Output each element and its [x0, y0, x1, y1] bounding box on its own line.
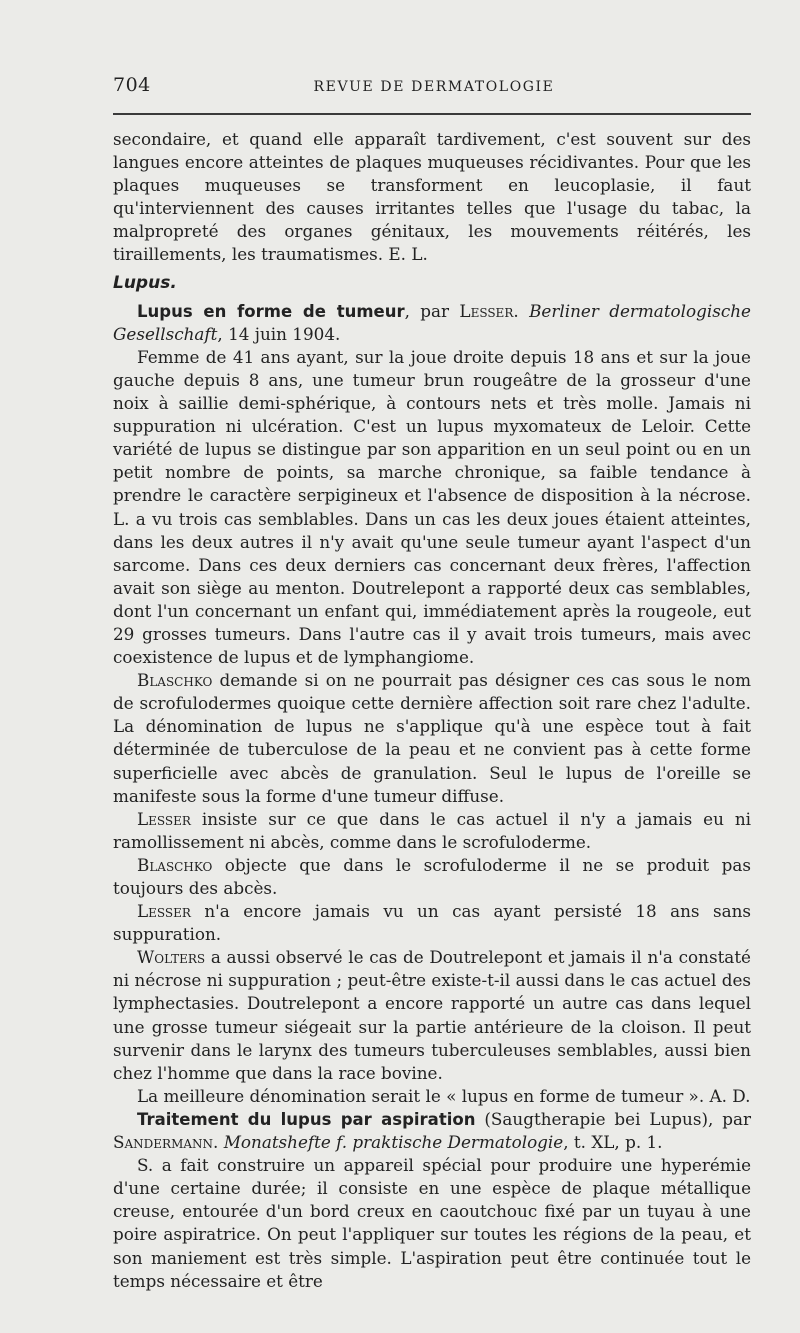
discussion-wolters: Wolters a aussi observé le cas de Doutrelepont et jamais il n'a constaté ni nécrose ni suppuration ; peut-être existe-t-il aussi dans le cas actuel des lymphectasies. Doutrelepont a encore rapporté un autre cas dans lequel une grosse tumeur siégeait sur la partie antérieure de la cloison. Il peut survenir dans le larynx des tumeurs tuberculeuses semblables, aussi bien chez l'homme que dans la race bovine.: [113, 947, 751, 1083]
speaker-name: Wolters: [137, 947, 206, 968]
entry2-journal: Monatshefte f. praktische Dermatologie: [223, 1132, 564, 1153]
page-header: [113, 74, 755, 102]
entry1-paragraph: Femme de 41 ans ayant, sur la joue droite depuis 18 ans et sur la joue gauche depuis 8 ans, une tumeur brun rougeâtre de la grosseur d'une noix à saillie demi-sphérique, à contours nets et très molle. Jamais ni suppuration ni ulcération. C'est un lupus myxomateux de Leloir. Cette variété de lupus se distingue par son apparition en un seul point ou en un petit nombre de points, sa marche chronique, sa faible tendance à prendre le caractère serpigineux et l'absence de disposition à la nécrose. L. a vu trois cas semblables. Dans un cas les deux joues étaient atteintes, dans les deux autres il n'y avait qu'une seule tumeur ayant l'aspect d'un sarcome. Dans ces deux derniers cas concernant deux frères, l'affection avait son siège au menton. Doutrelepont a rapporté deux cas semblables, dont l'un concernant un enfant qui, immédiatement après la rougeole, eut 29 grosses tumeurs. Dans l'autre cas il y avait trois tumeurs, mais avec coexistence de lupus et de lymphangiome.: [113, 346, 751, 668]
entry1-conclusion: La meilleure dénomination serait le « lupus en forme de tumeur ». A. D.: [137, 1085, 751, 1106]
entry2-author: Sandermann: [113, 1132, 214, 1153]
discussion-blaschko-2: Blaschko objecte que dans le scrofuloderme il ne se produit pas toujours des abcès.: [113, 854, 751, 898]
speaker-name: Lesser: [137, 901, 191, 922]
discussion-lesser-2: Lesser n'a encore jamais vu un cas ayant persisté 18 ans sans suppuration.: [113, 901, 751, 945]
entry2-paragraph: S. a fait construire un appareil spécial pour produire une hyperémie d'une certaine durée; il consiste en une espèce de plaque métallique creuse, entourée d'un bord creux en caoutchouc fixé par un tuyau à une poire aspiratrice. On peut l'appliquer sur toutes les régions de la peau, et son maniement est très simple. L'aspiration peut être continuée tout le temps nécessaire et être: [113, 1155, 751, 1291]
entry1-date: , 14 juin 1904.: [217, 323, 341, 344]
discussion-blaschko-1: Blaschko demande si on ne pourrait pas désigner ces cas sous le nom de scrofulodermes quoique cette dernière affection soit rare chez l'adulte. La dénomination de lupus ne s'applique qu'à une espèce tout à fait déterminée de tuberculose de la peau et ne convient pas à cette forme superficielle avec abcès de granulation. Seul le lupus de l'oreille se manifeste sous la forme d'une tumeur diffuse.: [113, 670, 751, 806]
running-title: REVUE DE DERMATOLOGIE: [313, 79, 555, 95]
discussion-lesser-1: Lesser insiste sur ce que dans le cas actuel il n'y a jamais eu ni ramollissement ni abcès, comme dans le scrofuloderme.: [113, 808, 751, 852]
section-heading: Lupus.: [113, 272, 177, 293]
entry1-title: Lupus en forme de tumeur: [137, 301, 405, 321]
entry2-title: Traitement du lupus par aspiration: [137, 1109, 476, 1129]
entry1-author: Lesser: [459, 300, 514, 321]
entry2-reference: , t. XL, p. 1.: [563, 1132, 663, 1153]
body-text: [113, 128, 751, 1293]
speaker-name: Blaschko: [137, 670, 213, 691]
intro-paragraph: secondaire, et quand elle apparaît tardivement, c'est souvent sur des langues encore atteintes de plaques muqueuses récidivantes. Pour que les plaques muqueuses se transforment en leucoplasie, il faut qu'interviennent des causes irritantes telles que l'usage du tabac, la malpropreté des organes génitaux, les mouvements réitérés, les tiraillements, les traumatismes. E. L.: [113, 129, 751, 265]
speaker-name: Blaschko: [137, 854, 213, 875]
header-rule: [113, 113, 751, 115]
entry1-journal: Berliner dermatologische Gesellschaft: [113, 300, 751, 344]
entry1-citation: Lupus en forme de tumeur, par Lesser. Berliner dermatologische Gesellschaft, 14 juin 1904.: [113, 300, 751, 344]
page-number: 704: [113, 74, 151, 96]
entry2-citation: Traitement du lupus par aspiration (Saugtherapie bei Lupus), par Sandermann. Monatshefte f. praktische Dermatologie, t. XL, p. 1.: [113, 1108, 752, 1153]
speaker-name: Lesser: [137, 808, 191, 829]
